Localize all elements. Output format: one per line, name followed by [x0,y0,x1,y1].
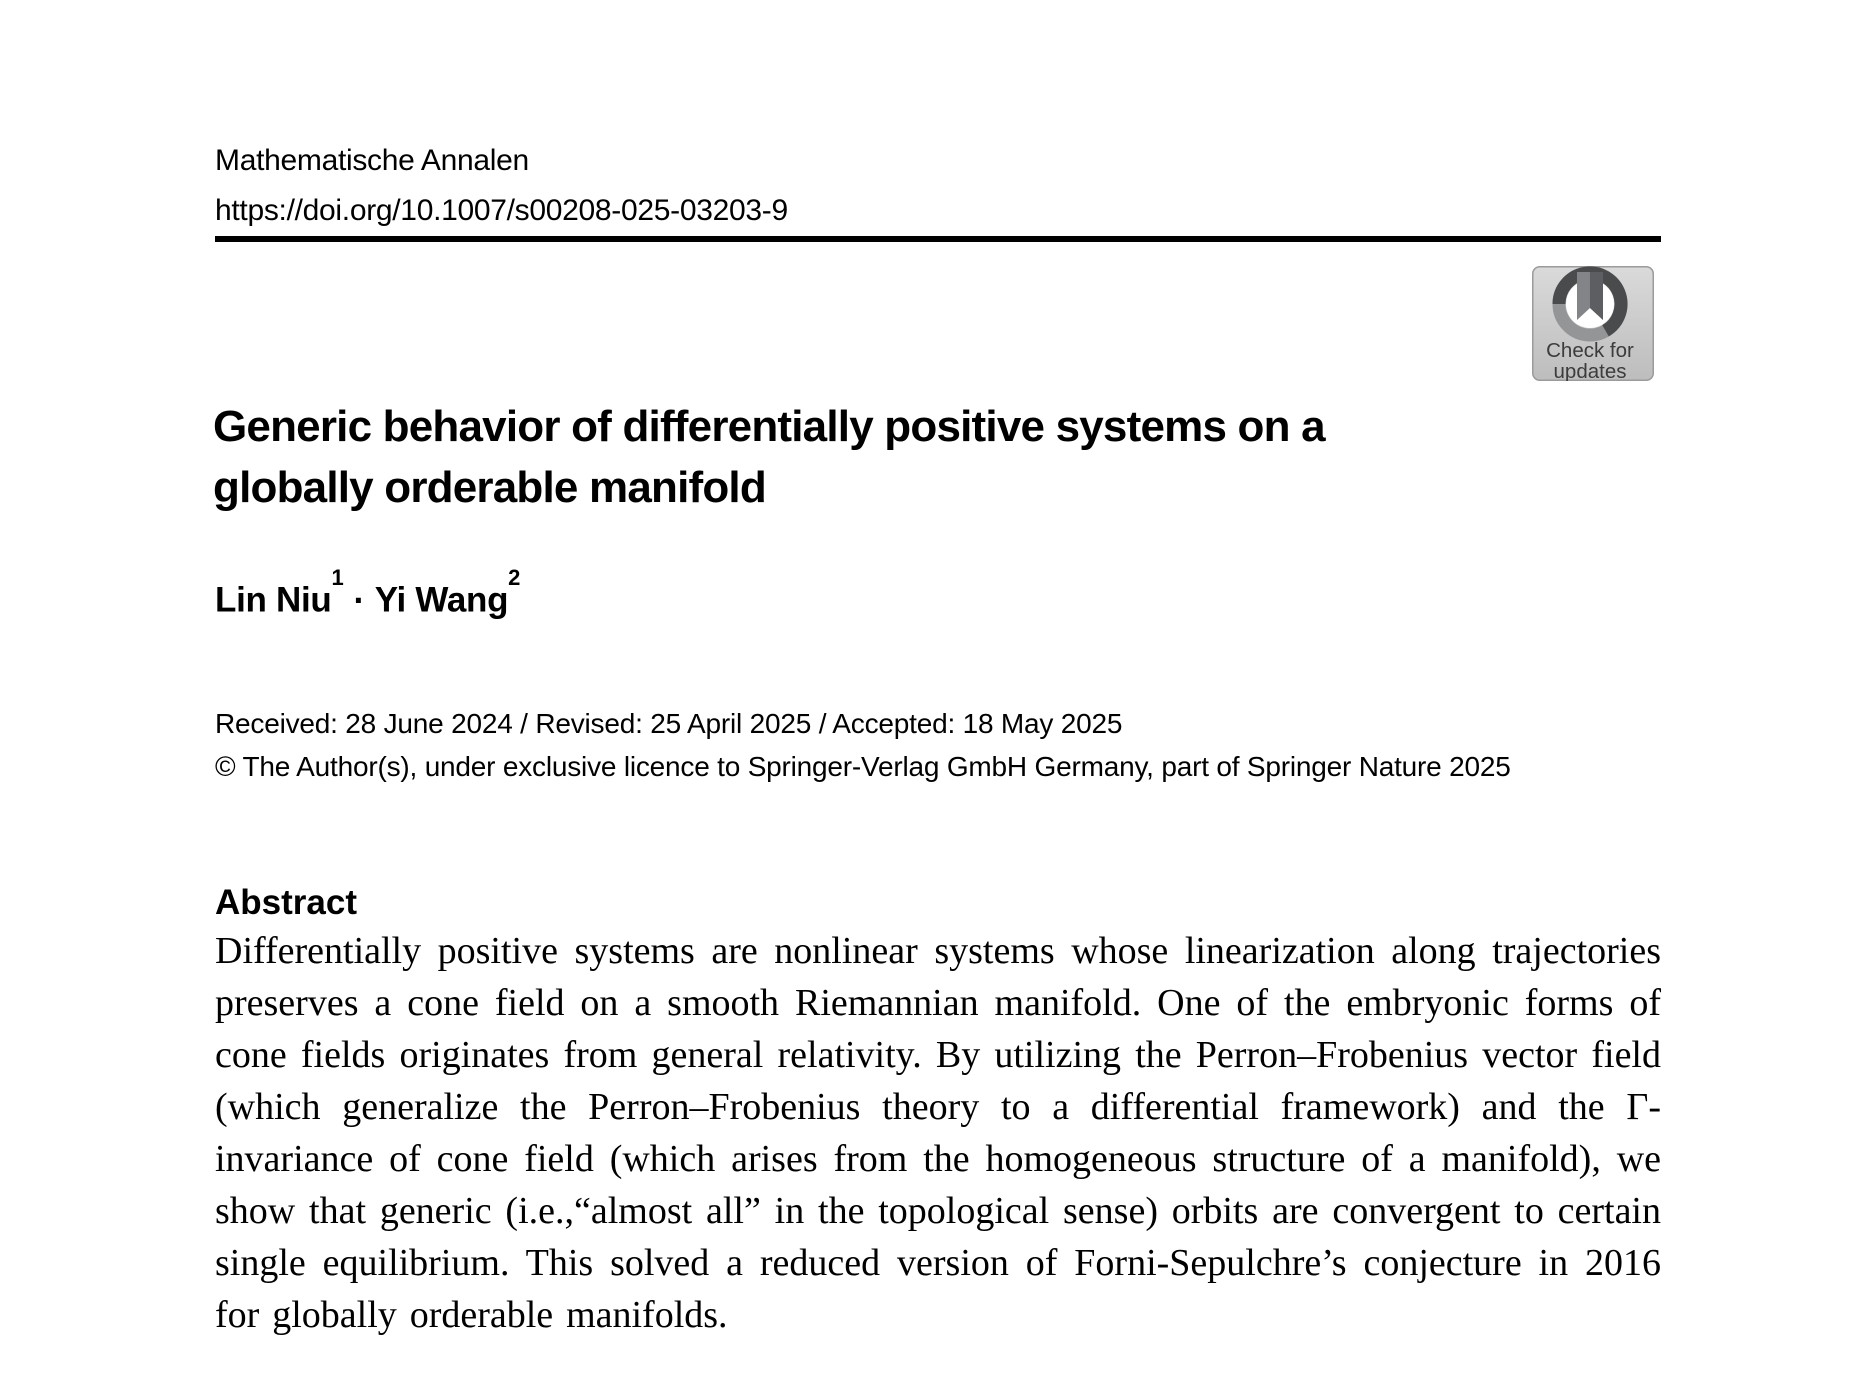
abstract-heading: Abstract [215,883,357,922]
author-separator: · [353,580,365,620]
journal-masthead [215,136,788,236]
check-for-updates-badge[interactable] [1532,266,1654,381]
publication-history [215,702,1511,788]
check-for-updates-icon [1532,266,1654,381]
title-line-2: globally orderable manifold [213,463,766,512]
badge-text-line2: updates [1553,360,1627,381]
journal-name: Mathematische Annalen [215,144,529,177]
title-line-1: Generic behavior of differentially positive systems on a [213,402,1325,451]
header-rule [215,236,1661,242]
article-title [213,396,1665,518]
abstract-text: Differentially positive systems are nonlinear systems whose linearization along trajectories preserves a cone field on a smooth Riemannian manifold. One of the embryonic forms of cone fields originates from general relativity. By utilizing the Perron–Frobenius vector field (which generalize the Perron–Frobenius theory to a differential framework) and the Γ-invariance of cone field (which arises from the homogeneous structure of a manifold), we show that generic (i.e.,“almost all” in the topological sense) orbits are convergent to certain single equilibrium. This solved a reduced version of Forni-Sepulchre’s conjecture in 2016 for globally orderable manifolds. [215,930,1661,1336]
badge-text-line1: Check for [1546,339,1634,362]
author-affiliation-mark-2: 2 [508,565,521,590]
doi-link[interactable]: https://doi.org/10.1007/s00208-025-03203-9 [215,194,788,227]
copyright-line: © The Author(s), under exclusive licence to Springer-Verlag GmbH Germany, part of Springer Nature 2025 [215,751,1511,782]
authors-line [215,565,521,621]
author-name-2: Yi Wang [374,580,509,620]
author-affiliation-mark-1: 1 [331,565,344,590]
author-name-1: Lin Niu [215,580,332,620]
history-line: Received: 28 June 2024 / Revised: 25 April 2025 / Accepted: 18 May 2025 [215,708,1123,739]
